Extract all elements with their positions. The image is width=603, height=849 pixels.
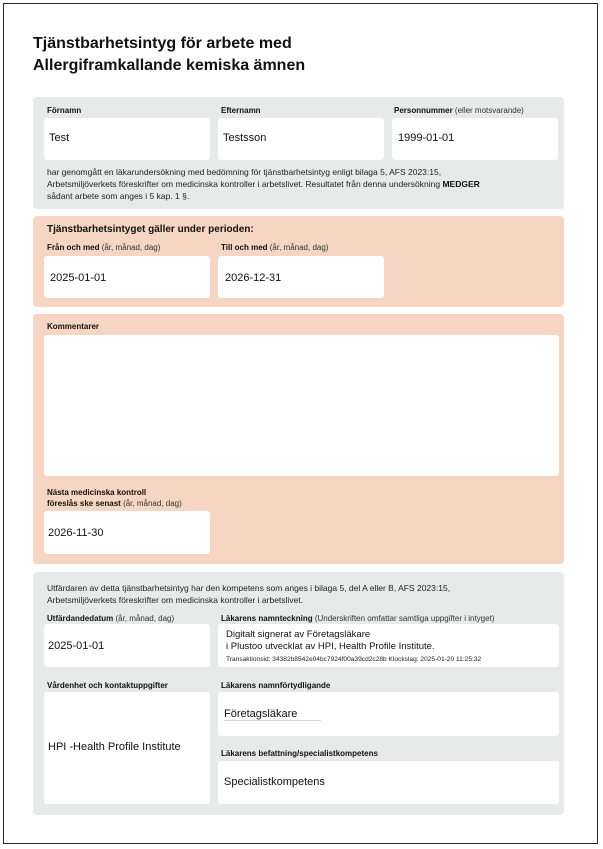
statement-line2-text: Arbetsmiljöverkets föreskrifter om medicinska kontroller i arbetslivet. Resultatet från denna undersökning <box>47 179 441 189</box>
signature-meta: Transaktionsid: 34382b8542e04bc7924f00a39cd2c28b Klockslag: 2025-01-20 11:25:32 <box>226 656 482 663</box>
to-label-note: (år, månad, dag) <box>269 243 329 252</box>
statement-decision: MEDGER <box>442 179 480 189</box>
next-control-label-line2 <box>47 499 182 509</box>
signature-line1 <box>226 629 370 641</box>
document-title-line2: Allergiframkallande kemiska ämnen <box>33 57 306 74</box>
pnr-value: 1999-01-01 <box>398 132 455 144</box>
next-control-label-note: (år, månad, dag) <box>123 499 182 508</box>
clarification-field[interactable] <box>218 692 559 736</box>
issue-date-label-text: Utfärdandedatum <box>47 614 114 623</box>
competence-line1: Utfärdaren av detta tjänstbarhetsintyg har den kompetens som anges i bilaga 5, del A eller B, AFS 2023:15, <box>47 583 451 593</box>
from-label-text: Från och med <box>47 243 100 252</box>
position-field[interactable] <box>218 761 559 804</box>
lastname-label: Efternamn <box>221 106 261 115</box>
person-section <box>33 97 564 209</box>
position-label: Läkarens befattning/specialistkompetens <box>221 749 378 758</box>
comments-section <box>33 314 564 564</box>
firstname-label: Förnamn <box>47 106 82 115</box>
assessment-statement <box>47 166 557 202</box>
document-title-line1: Tjänstbarhetsintyg för arbete med <box>33 35 292 52</box>
to-label-text: Till och med <box>221 243 268 252</box>
pnr-label-note: (eller motsvarande) <box>454 106 524 115</box>
clarification-label: Läkarens namnförtydligande <box>221 681 331 690</box>
comments-label: Kommentarer <box>47 322 100 331</box>
period-heading: Tjänstbarhetsintyget gäller under perioden: <box>47 224 254 235</box>
signature-label-text: Läkarens namnteckning <box>221 614 313 623</box>
clarification-value <box>224 707 321 721</box>
issuer-section <box>33 572 564 815</box>
pnr-field[interactable] <box>392 118 558 160</box>
competence-statement <box>47 582 557 606</box>
from-label <box>47 243 160 253</box>
to-date-value: 2026-12-31 <box>225 272 282 284</box>
from-date-value: 2025-01-01 <box>50 272 107 284</box>
lastname-value: Testsson <box>223 132 267 144</box>
firstname-field[interactable] <box>44 118 210 160</box>
care-unit-value: HPI -Health Profile Institute <box>48 741 181 753</box>
issue-date-value: 2025-01-01 <box>48 640 105 652</box>
pnr-label <box>394 106 524 116</box>
next-control-date-value: 2026-11-30 <box>48 527 104 539</box>
period-section <box>33 216 564 307</box>
from-date-field[interactable] <box>44 256 210 298</box>
signature-field <box>218 624 559 667</box>
to-date-field[interactable] <box>218 256 384 298</box>
issue-date-label <box>47 614 174 624</box>
next-control-date-field[interactable] <box>44 511 210 554</box>
lastname-field[interactable] <box>218 118 384 160</box>
competence-line2: Arbetsmiljöverkets föreskrifter om medicinska kontroller i arbetslivet. <box>47 595 304 605</box>
statement-line1: har genomgått en läkarundersökning med bedömning för tjänstbarhetsintyg enligt bilaga 5, AFS 2023:15, <box>47 167 442 177</box>
from-label-note: (år, månad, dag) <box>101 243 161 252</box>
clarification-value-text: Företagsläkare <box>224 708 321 721</box>
to-label <box>221 243 328 253</box>
statement-line2 <box>47 178 557 190</box>
next-control-label-line1: Nästa medicinska kontroll <box>47 488 147 497</box>
issue-date-field[interactable] <box>44 624 210 667</box>
signature-label <box>221 614 494 624</box>
signature-line2: i Plustoo utvecklat av HPI, Health Profile Institute. <box>226 641 435 652</box>
position-value: Specialistkompetens <box>224 776 325 788</box>
statement-line3: sådant arbete som anges i 5 kap. 1 §. <box>47 191 190 201</box>
signature-label-note: (Underskriften omfattar samtliga uppgifter i intyget) <box>314 614 495 623</box>
firstname-value: Test <box>49 132 70 144</box>
document-title <box>33 33 305 77</box>
issue-date-label-note: (år, månad, dag) <box>115 614 175 623</box>
care-unit-field[interactable] <box>44 692 210 804</box>
signature-line1-text: Digitalt signerat av <box>226 629 305 640</box>
signature-name: Företagsläkare <box>306 629 371 640</box>
care-unit-label: Vårdenhet och kontaktuppgifter <box>47 681 168 690</box>
comments-field[interactable] <box>44 335 559 476</box>
pnr-label-text: Personnummer <box>394 106 453 115</box>
next-control-label-text: föreslås ske senast <box>47 499 121 508</box>
